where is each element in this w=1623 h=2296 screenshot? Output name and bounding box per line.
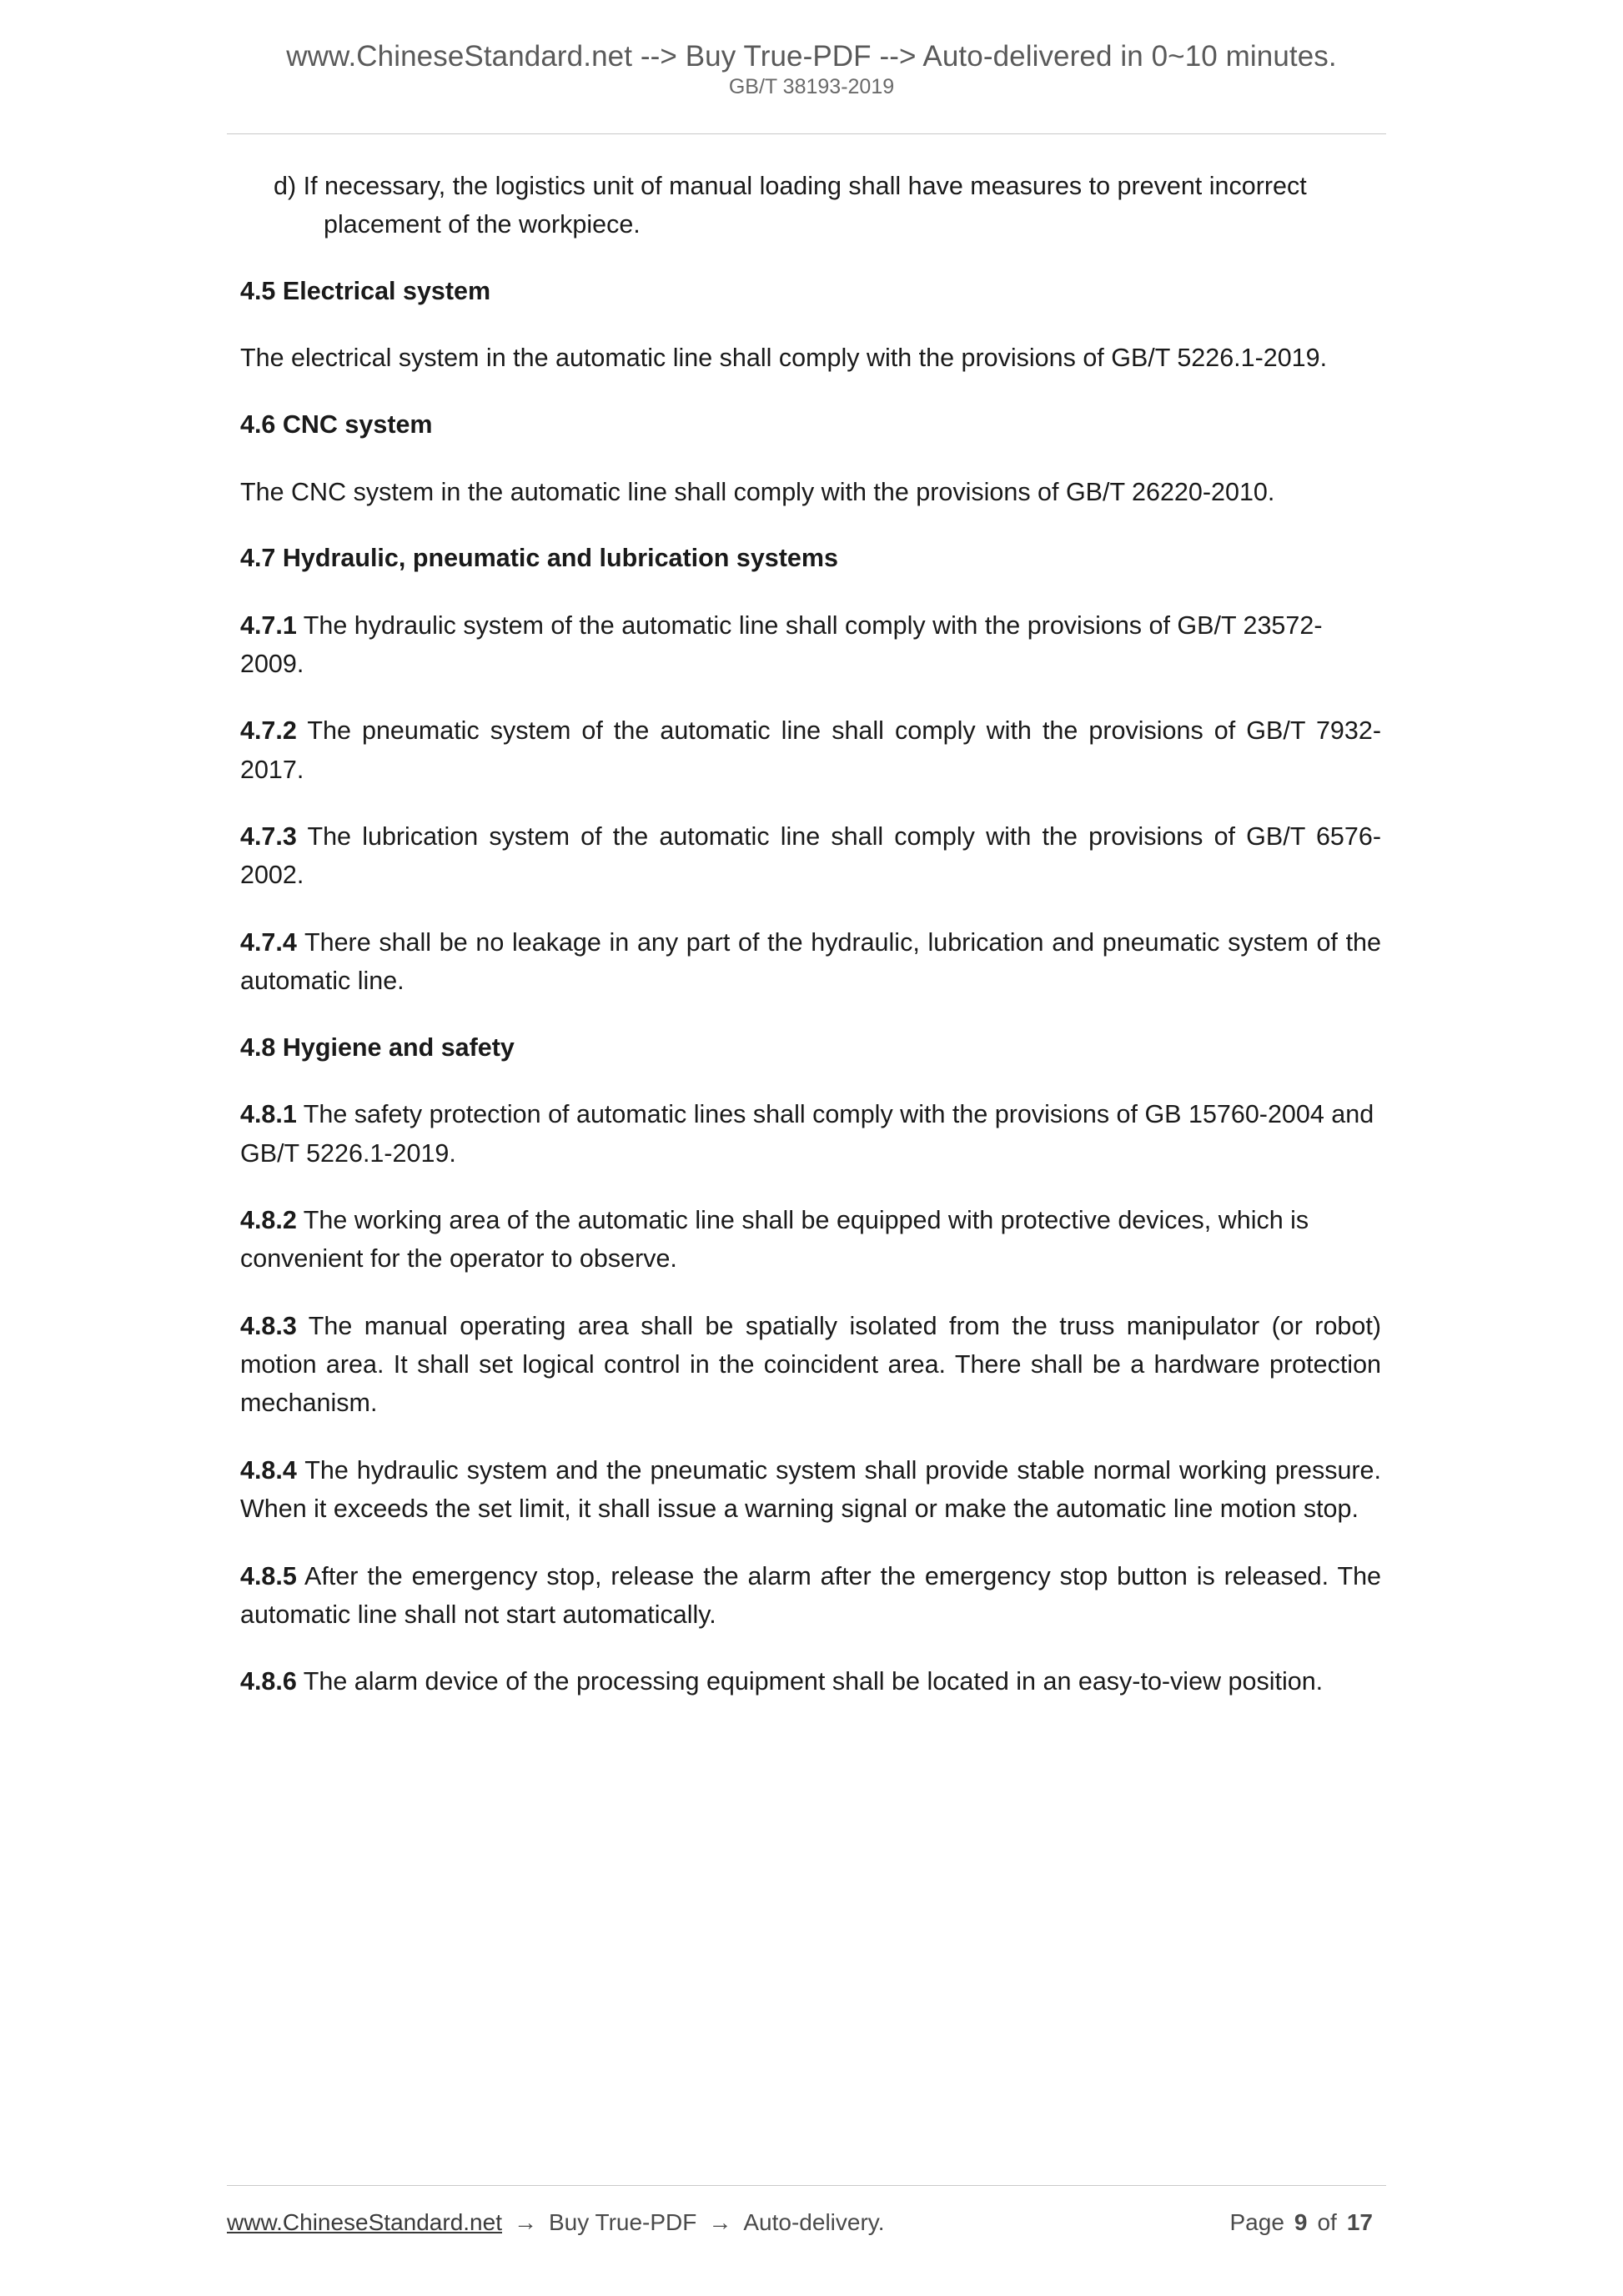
clause-text: After the emergency stop, release the alarm after the emergency stop button is released. The automatic line shall not start automatically.	[240, 1561, 1381, 1629]
paragraph-4-5: The electrical system in the automatic line shall comply with the provisions of GB/T 5226.1-2019.	[240, 344, 1328, 373]
of-label: of	[1317, 2209, 1337, 2235]
footer-links	[227, 2209, 884, 2236]
list-item-text: d) If necessary, the logistics unit of manual loading shall have measures to prevent incorrect placement of the workpiece.	[274, 172, 1307, 239]
heading-4-6: 4.6 CNC system	[240, 409, 433, 439]
page-indicator	[1230, 2209, 1387, 2236]
clause-text: The hydraulic system and the pneumatic system shall provide stable normal working pressure. When it exceeds the set limit, it shall issue a warning signal or make the automatic line motion stop.	[240, 1455, 1381, 1524]
buy-label[interactable]: Buy True-PDF	[548, 2209, 697, 2235]
arrow-right-icon: →	[513, 2209, 537, 2235]
heading-4-5: 4.5 Electrical system	[240, 276, 491, 305]
clause-text: The lubrication system of the automatic line shall comply with the provisions of GB/T 6576-2002.	[240, 822, 1381, 890]
paragraph-4-8-1	[240, 1095, 1381, 1173]
clause-number: 4.7.3	[240, 822, 297, 852]
page-number: 9	[1294, 2209, 1308, 2235]
paragraph-4-8-6	[240, 1662, 1381, 1701]
clause-text: The pneumatic system of the automatic line shall comply with the provisions of GB/T 7932-2017.	[240, 716, 1381, 784]
list-block	[240, 167, 1381, 244]
clause-number: 4.7.2	[240, 716, 297, 746]
paragraph-4-7-2	[240, 711, 1381, 789]
page-total: 17	[1346, 2209, 1373, 2235]
arrow-right-icon: →	[708, 2209, 732, 2235]
header-divider	[227, 133, 1386, 134]
clause-number: 4.7.4	[240, 927, 297, 957]
clause-text: The alarm device of the processing equipment shall be located in an easy-to-view position.	[303, 1667, 1324, 1696]
clause-number: 4.8.4	[240, 1455, 297, 1485]
clause-number: 4.8.3	[240, 1311, 297, 1340]
clause-text: The hydraulic system of the automatic line shall comply with the provisions of GB/T 23572-2009.	[240, 610, 1323, 679]
clause-text: The working area of the automatic line shall be equipped with protective devices, which is convenient for the operator to observe.	[240, 1206, 1309, 1274]
paragraph-4-6: The CNC system in the automatic line shall comply with the provisions of GB/T 26220-2010.	[240, 477, 1275, 506]
page-label: Page	[1229, 2209, 1284, 2235]
paragraph-4-8-2	[240, 1201, 1381, 1279]
page-footer	[227, 2209, 1386, 2236]
delivery-label: Auto-delivery.	[743, 2209, 885, 2235]
clause-text: There shall be no leakage in any part of the hydraulic, lubrication and pneumatic system of the automatic line.	[240, 927, 1381, 996]
clause-number: 4.8.5	[240, 1561, 297, 1590]
paragraph-4-8-3	[240, 1307, 1381, 1423]
clause-number: 4.7.1	[240, 610, 297, 640]
footer-divider	[227, 2185, 1386, 2186]
paragraph-4-7-3	[240, 817, 1381, 895]
list-item	[274, 167, 1381, 244]
page-header	[0, 40, 1623, 99]
paragraph-4-7-1	[240, 606, 1381, 684]
clause-number: 4.8.6	[240, 1667, 297, 1696]
paragraph-4-7-4	[240, 923, 1381, 1001]
clause-number: 4.8.2	[240, 1206, 297, 1235]
page-content	[240, 167, 1381, 1730]
paragraph-4-8-5	[240, 1557, 1381, 1635]
standard-code: GB/T 38193-2019	[728, 75, 895, 98]
heading-4-8: 4.8 Hygiene and safety	[240, 1032, 515, 1062]
paragraph-4-8-4	[240, 1451, 1381, 1529]
site-link[interactable]: www.ChineseStandard.net	[227, 2209, 502, 2235]
promo-banner: www.ChineseStandard.net --> Buy True-PDF --> Auto-delivered in 0~10 minutes.	[286, 40, 1337, 73]
clause-text: The safety protection of automatic lines shall comply with the provisions of GB 15760-2004 and GB/T 5226.1-2019.	[240, 1100, 1374, 1168]
clause-text: The manual operating area shall be spatially isolated from the truss manipulator (or robot) motion area. It shall set logical control in the coincident area. There shall be a hardware protection mechanism.	[240, 1311, 1381, 1418]
heading-4-7: 4.7 Hydraulic, pneumatic and lubrication systems	[240, 543, 838, 572]
clause-number: 4.8.1	[240, 1100, 297, 1129]
